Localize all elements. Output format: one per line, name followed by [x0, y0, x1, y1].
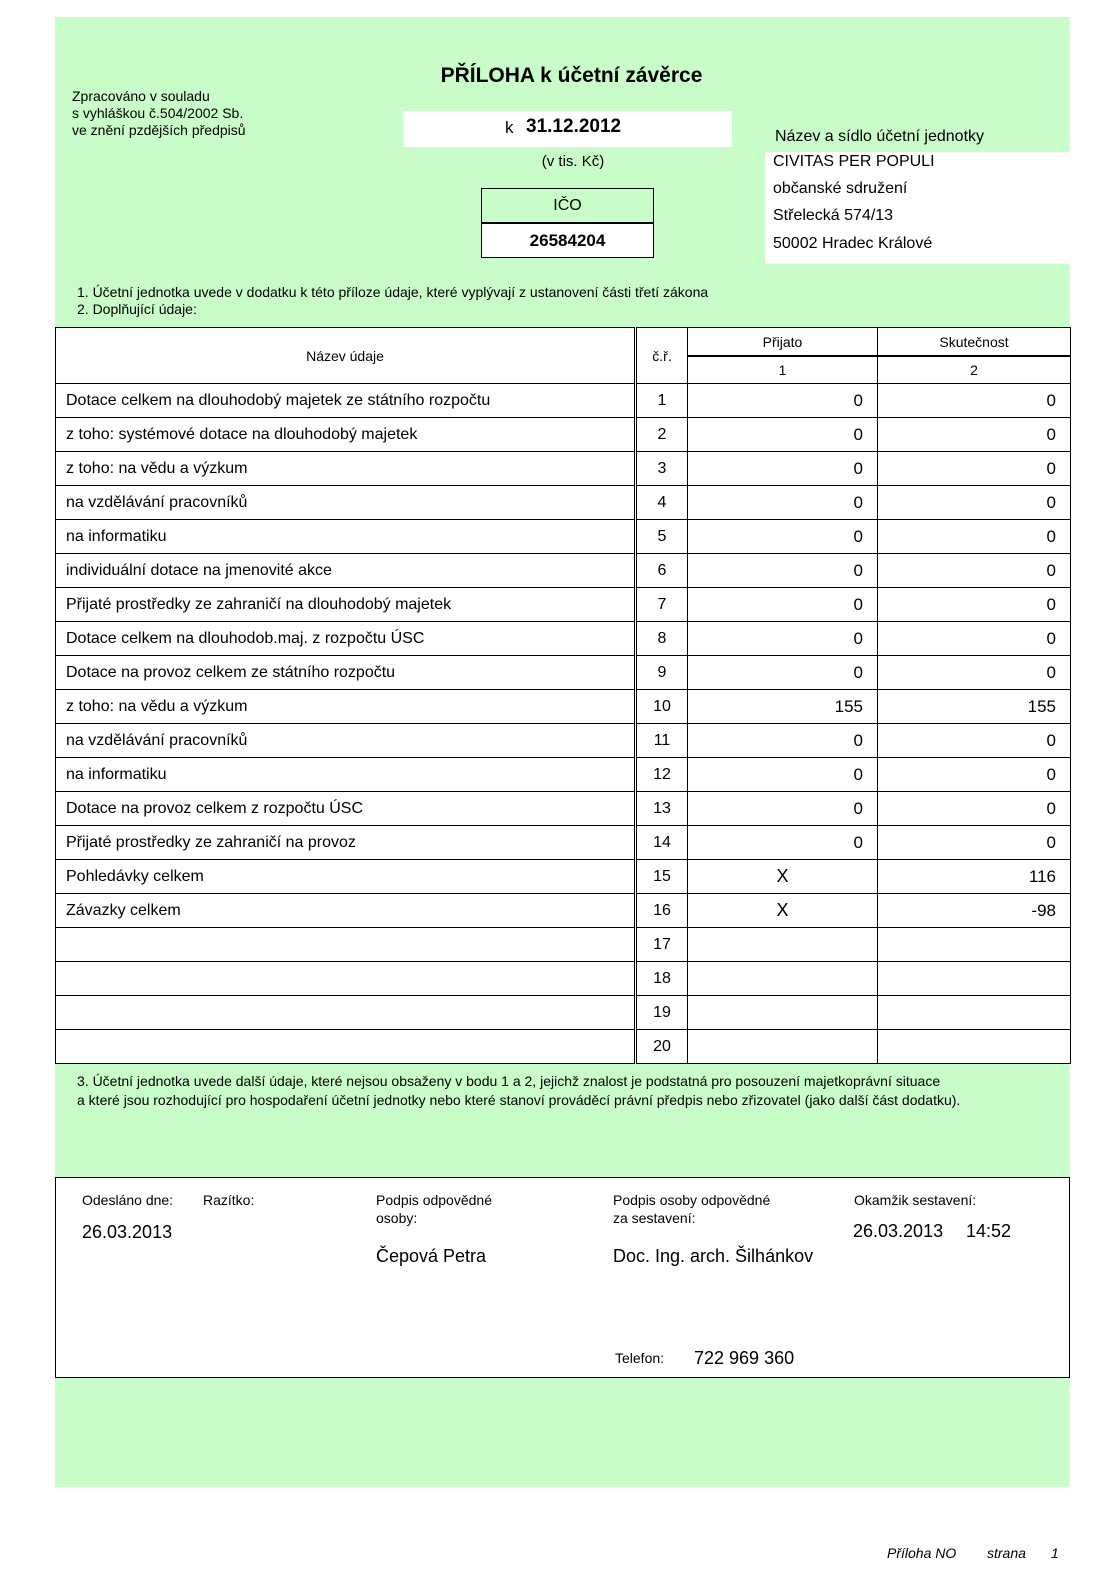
supplementary-data-table: [55, 327, 1071, 1064]
header-name: Název údaje: [56, 328, 636, 384]
note-3: [77, 1072, 960, 1110]
row-number: 9: [636, 656, 688, 690]
row-name: na vzdělávání pracovníků: [56, 724, 636, 758]
row-name: Závazky celkem: [56, 894, 636, 928]
row-received: [688, 1030, 878, 1064]
row-received: 155: [688, 690, 878, 724]
row-number: 4: [636, 486, 688, 520]
row-number: 3: [636, 452, 688, 486]
row-name: Přijaté prostředky ze zahraničí na dlouhodobý majetek: [56, 588, 636, 622]
row-received: X: [688, 894, 878, 928]
row-name: na informatiku: [56, 520, 636, 554]
table-row: [56, 928, 1071, 962]
row-name: Pohledávky celkem: [56, 860, 636, 894]
moment-time: 14:52: [966, 1221, 1012, 1241]
row-name: [56, 996, 636, 1030]
row-actual: 0: [878, 486, 1071, 520]
compiler-label-1: Podpis osoby odpovědné: [613, 1192, 771, 1208]
page-title: PŘÍLOHA k účetní závěrce: [440, 64, 703, 87]
row-number: 13: [636, 792, 688, 826]
row-actual: [878, 962, 1071, 996]
entity-city: 50002 Hradec Králové: [773, 235, 933, 252]
row-actual: 0: [878, 520, 1071, 554]
row-number: 6: [636, 554, 688, 588]
row-actual: 116: [878, 860, 1071, 894]
footer-page-number: 1: [1051, 1545, 1059, 1561]
table-row: [56, 996, 1071, 1030]
legal-line-3: ve znění pzdějších předpisů: [72, 122, 246, 138]
row-received: 0: [688, 554, 878, 588]
table-row: [56, 894, 1071, 928]
notes: [77, 284, 708, 318]
row-actual: [878, 996, 1071, 1030]
row-actual: 0: [878, 758, 1071, 792]
entity-label: Název a sídlo účetní jednotky: [775, 128, 985, 145]
row-received: 0: [688, 418, 878, 452]
row-actual: 0: [878, 588, 1071, 622]
row-received: [688, 928, 878, 962]
stamp-label: Razítko:: [203, 1192, 255, 1208]
legal-reference: [72, 88, 246, 139]
row-received: 0: [688, 826, 878, 860]
report-date-box: [403, 111, 732, 147]
sent-label: Odesláno dne:: [82, 1192, 174, 1208]
table-row: [56, 826, 1071, 860]
table-row: [56, 656, 1071, 690]
note-3-line-1: 3. Účetní jednotka uvede další údaje, které nejsou obsaženy v bodu 1 a 2, jejichž znalost je podstatná pro posouzení majetkoprávní situace: [77, 1073, 941, 1089]
row-actual: 0: [878, 826, 1071, 860]
row-actual: 0: [878, 418, 1071, 452]
note-1: 1. Účetní jednotka uvede v dodatku k této příloze údaje, které vyplývají z ustanovení části třetí zákona: [77, 284, 709, 300]
row-actual: [878, 1030, 1071, 1064]
phone-number: 722 969 360: [694, 1348, 795, 1368]
table-row: [56, 860, 1071, 894]
row-name: z toho: na vědu a výzkum: [56, 452, 636, 486]
units-note: (v tis. Kč): [541, 153, 605, 170]
table-row: [56, 724, 1071, 758]
row-name: [56, 928, 636, 962]
sent-date: 26.03.2013: [82, 1222, 173, 1242]
legal-line-2: s vyhláškou č.504/2002 Sb.: [72, 105, 244, 121]
row-name: Přijaté prostředky ze zahraničí na provoz: [56, 826, 636, 860]
row-actual: [878, 928, 1071, 962]
row-name: [56, 962, 636, 996]
table-row: [56, 758, 1071, 792]
row-received: 0: [688, 656, 878, 690]
table-row: [56, 554, 1071, 588]
row-number: 17: [636, 928, 688, 962]
row-actual: 155: [878, 690, 1071, 724]
header-actual-col: 2: [878, 356, 1071, 384]
table-row: [56, 452, 1071, 486]
header-received-col: 1: [688, 356, 878, 384]
header-row-number: č.ř.: [636, 328, 688, 384]
entity-type: občanské sdružení: [773, 180, 908, 197]
row-name: Dotace na provoz celkem z rozpočtu ÚSC: [56, 792, 636, 826]
row-number: 19: [636, 996, 688, 1030]
date-prefix: k: [505, 118, 514, 137]
row-number: 20: [636, 1030, 688, 1064]
table-row: [56, 520, 1071, 554]
note-3-line-2: a které jsou rozhodující pro hospodaření účetní jednotky nebo které stanoví prováděcí právní předpis nebo zřizovatel (jako další část dodatku).: [77, 1092, 961, 1108]
row-number: 14: [636, 826, 688, 860]
row-actual: 0: [878, 622, 1071, 656]
row-actual: -98: [878, 894, 1071, 928]
row-number: 16: [636, 894, 688, 928]
row-name: z toho: na vědu a výzkum: [56, 690, 636, 724]
row-name: na vzdělávání pracovníků: [56, 486, 636, 520]
entity-box: [765, 152, 1070, 264]
row-received: 0: [688, 724, 878, 758]
footer-document: Příloha NO: [887, 1545, 957, 1561]
responsible-label-1: Podpis odpovědné: [376, 1192, 492, 1208]
table-row: [56, 384, 1071, 418]
table-row: [56, 690, 1071, 724]
entity-street: Střelecká 574/13: [773, 207, 894, 224]
entity-name: CIVITAS PER POPULI: [773, 153, 935, 170]
row-name: na informatiku: [56, 758, 636, 792]
ico-label: IČO: [482, 189, 653, 223]
table-row: [56, 792, 1071, 826]
header-received: Přijato: [688, 328, 878, 357]
row-received: 0: [688, 520, 878, 554]
row-received: [688, 962, 878, 996]
row-number: 1: [636, 384, 688, 418]
moment-date: 26.03.2013: [853, 1221, 944, 1241]
row-number: 10: [636, 690, 688, 724]
table-row: [56, 418, 1071, 452]
row-name: z toho: systémové dotace na dlouhodobý majetek: [56, 418, 636, 452]
row-number: 7: [636, 588, 688, 622]
row-actual: 0: [878, 792, 1071, 826]
header-actual: Skutečnost: [878, 328, 1071, 357]
report-date: 31.12.2012: [526, 116, 622, 137]
row-received: 0: [688, 758, 878, 792]
table-row: [56, 622, 1071, 656]
row-received: X: [688, 860, 878, 894]
ico-value: 26584204: [482, 223, 653, 257]
row-actual: 0: [878, 724, 1071, 758]
phone-label: Telefon:: [615, 1350, 665, 1366]
row-number: 11: [636, 724, 688, 758]
table-row: [56, 588, 1071, 622]
row-received: 0: [688, 452, 878, 486]
row-name: Dotace na provoz celkem ze státního rozpočtu: [56, 656, 636, 690]
row-number: 18: [636, 962, 688, 996]
row-number: 12: [636, 758, 688, 792]
responsible-label-2: osoby:: [376, 1210, 418, 1226]
row-name: individuální dotace na jmenovité akce: [56, 554, 636, 588]
row-number: 2: [636, 418, 688, 452]
row-name: Dotace celkem na dlouhodobý majetek ze státního rozpočtu: [56, 384, 636, 418]
table-row: [56, 486, 1071, 520]
row-actual: 0: [878, 384, 1071, 418]
row-name: [56, 1030, 636, 1064]
row-number: 8: [636, 622, 688, 656]
row-received: [688, 996, 878, 1030]
row-received: 0: [688, 588, 878, 622]
compiler-name: Doc. Ing. arch. Šilhánkov: [613, 1246, 814, 1266]
row-actual: 0: [878, 656, 1071, 690]
row-name: Dotace celkem na dlouhodob.maj. z rozpočtu ÚSC: [56, 622, 636, 656]
row-received: 0: [688, 486, 878, 520]
ico-box: [481, 188, 654, 258]
row-received: 0: [688, 384, 878, 418]
row-received: 0: [688, 622, 878, 656]
footer-page-label: strana: [987, 1545, 1026, 1561]
row-actual: 0: [878, 554, 1071, 588]
moment-label: Okamžik sestavení:: [854, 1192, 977, 1208]
row-received: 0: [688, 792, 878, 826]
compiler-label-2: za sestavení:: [613, 1210, 696, 1226]
table-row: [56, 1030, 1071, 1064]
legal-line-1: Zpracováno v souladu: [72, 88, 210, 104]
signature-section: [55, 1177, 1070, 1378]
responsible-name: Čepová Petra: [376, 1246, 487, 1266]
row-number: 15: [636, 860, 688, 894]
note-2: 2. Doplňující údaje:: [77, 301, 197, 317]
table-row: [56, 962, 1071, 996]
row-number: 5: [636, 520, 688, 554]
row-actual: 0: [878, 452, 1071, 486]
